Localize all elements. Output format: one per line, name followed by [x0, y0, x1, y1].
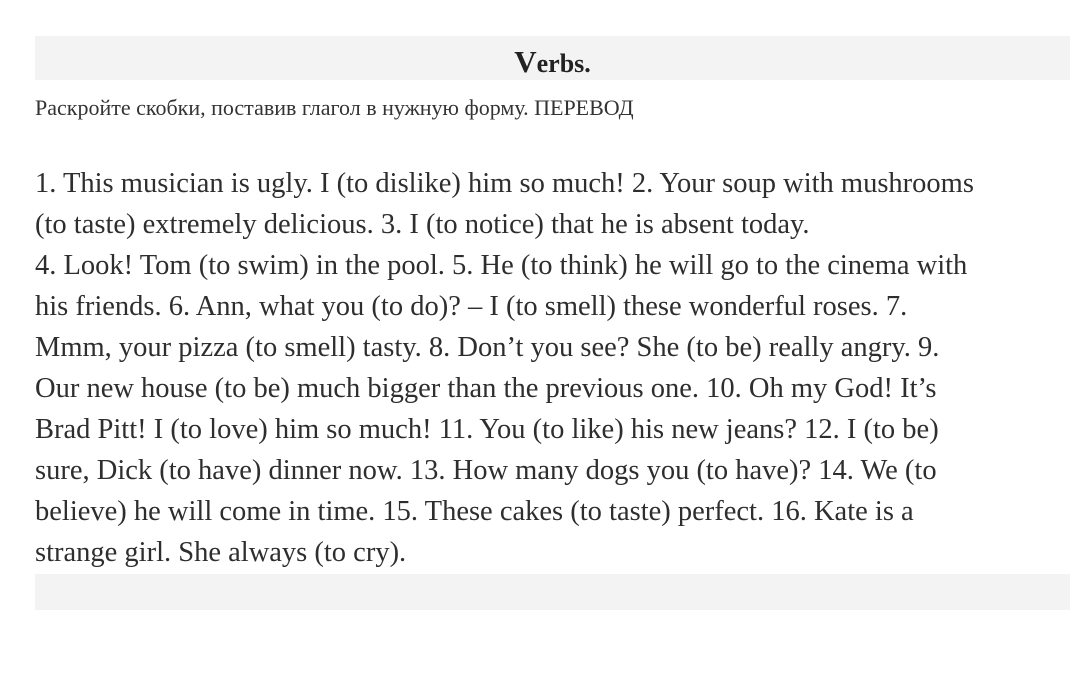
- page-title-rest: erbs.: [536, 49, 591, 78]
- exercise-line: Our new house (to be) much bigger than the previous one. 10. Oh my God! It’s: [35, 373, 937, 404]
- exercise-line: Brad Pitt! I (to love) him so much! 11. You (to like) his new jeans? 12. I (to be): [35, 414, 939, 445]
- page-title-initial: V: [514, 44, 537, 79]
- instruction-text: Раскройте скобки, поставив глагол в нужную форму. ПЕРЕВОД: [35, 95, 634, 120]
- exercise-line: Mmm, your pizza (to smell) tasty. 8. Don’t you see? She (to be) really angry. 9.: [35, 332, 940, 363]
- exercise-line: sure, Dick (to have) dinner now. 13. How many dogs you (to have)? 14. We (to: [35, 455, 937, 486]
- exercise-line: strange girl. She always (to cry).: [35, 537, 407, 568]
- exercise-line: 4. Look! Tom (to swim) in the pool. 5. He (to think) he will go to the cinema with: [35, 250, 968, 281]
- exercise-line: believe) he will come in time. 15. These cakes (to taste) perfect. 16. Kate is a: [35, 496, 914, 527]
- exercise-text: [35, 163, 1067, 573]
- exercise-line: 1. This musician is ugly. I (to dislike) him so much! 2. Your soup with mushrooms: [35, 168, 974, 199]
- exercise-line: his friends. 6. Ann, what you (to do)? – I (to smell) these wonderful roses. 7.: [35, 291, 908, 322]
- exercise-line: (to taste) extremely delicious. 3. I (to notice) that he is absent today.: [35, 209, 810, 240]
- bottom-band: [35, 574, 1070, 610]
- page-title: [35, 46, 1070, 80]
